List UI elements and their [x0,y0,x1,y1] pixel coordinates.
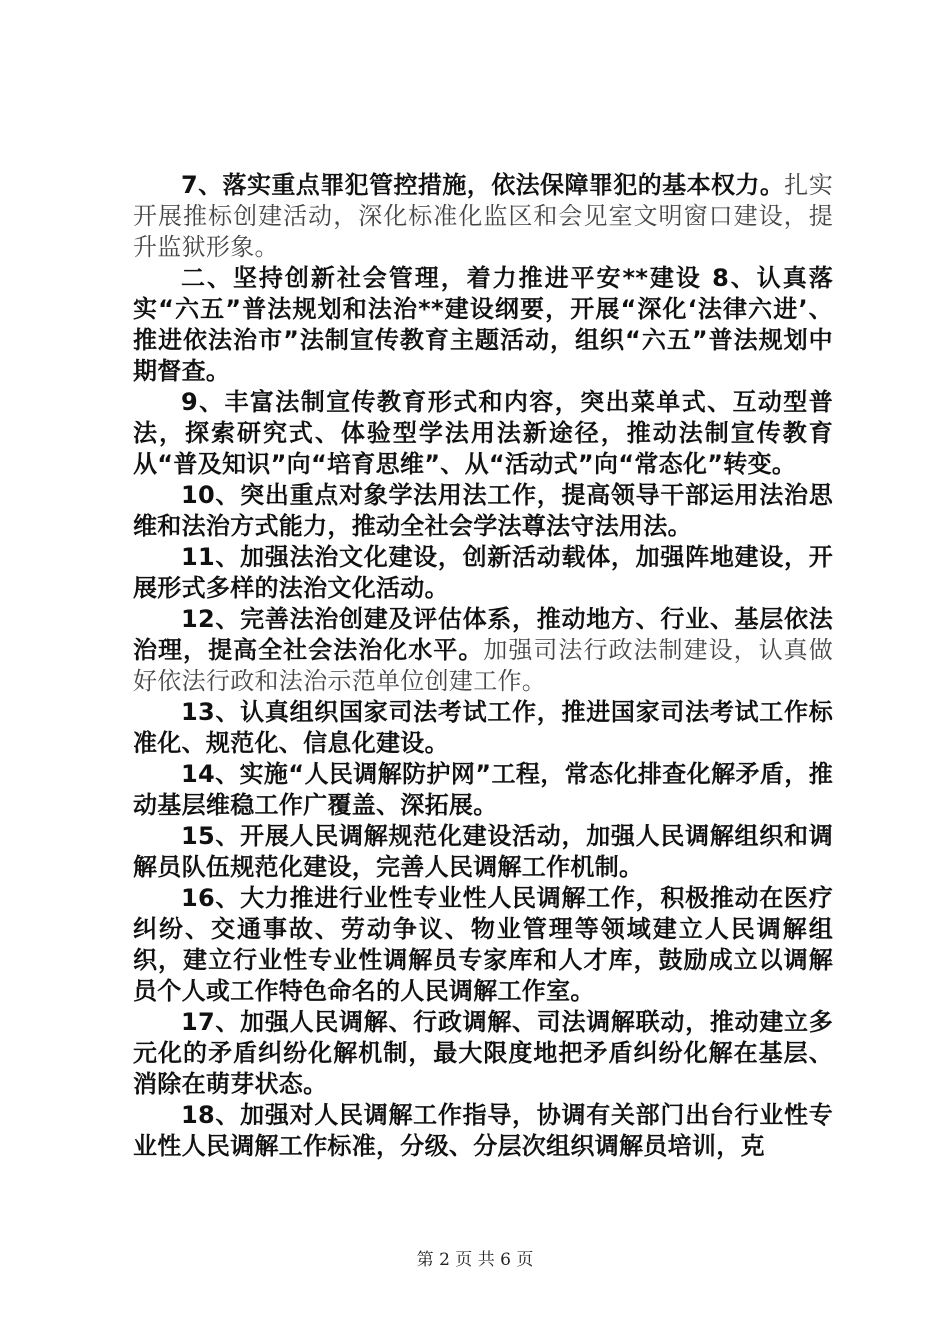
paragraph-17: 17、加强人民调解、行政调解、司法调解联动，推动建立多元化的矛盾纠纷化解机制，最大限度地把矛盾纠纷化解在基层、消除在萌芽状态。 [133,1008,833,1098]
paragraph-14: 14、实施“人民调解防护网”工程，常态化排查化解矛盾，推动基层维稳工作广覆盖、深拓展。 [133,760,833,819]
paragraph-13: 13、认真组织国家司法考试工作，推进国家司法考试工作标准化、规范化、信息化建设。 [133,698,833,757]
paragraph-7: 7、落实重点罪犯管控措施，依法保障罪犯的基本权力。扎实开展推标创建活动，深化标准化监区和会见室文明窗口建设，提升监狱形象。 [133,171,833,261]
paragraph-9: 9、丰富法制宣传教育形式和内容，突出菜单式、互动型普法，探索研究式、体验型学法用法新途径，推动法制宣传教育从“普及知识”向“培育思维”、从“活动式”向“常态化”转变。 [133,388,833,478]
paragraph-12: 12、完善法治创建及评估体系，推动地方、行业、基层依法治理，提高全社会法治化水平。加强司法行政法制建设，认真做好依法行政和法治示范单位创建工作。 [133,605,833,695]
paragraph-16: 16、大力推进行业性专业性人民调解工作，积极推动在医疗纠纷、交通事故、劳动争议、物业管理等领域建立人民调解组织，建立行业性专业性调解员专家库和人才库，鼓励成立以调解员个人或工作特色命名的人民调解工作室。 [133,884,833,1005]
paragraph-section-2: 二、坚持创新社会管理，着力推进平安**建设 8、认真落实“六五”普法规划和法治**建设纲要，开展“深化‘法律六进’、推进依法治市”法制宣传教育主题活动，组织“六五”普法规划中期督查。 [133,264,833,385]
paragraph-11: 11、加强法治文化建设，创新活动载体，加强阵地建设，开展形式多样的法治文化活动。 [133,543,833,602]
paragraph-10: 10、突出重点对象学法用法工作，提高领导干部运用法治思维和法治方式能力，推动全社会学法尊法守法用法。 [133,481,833,540]
page-number-footer: 第 2 页 共 6 页 [416,1250,534,1270]
paragraph-18: 18、加强对人民调解工作指导，协调有关部门出台行业性专业性人民调解工作标准，分级、分层次组织调解员培训，克 [133,1101,833,1160]
document-body [133,170,833,1162]
paragraph-15: 15、开展人民调解规范化建设活动，加强人民调解组织和调解员队伍规范化建设，完善人民调解工作机制。 [133,822,833,881]
